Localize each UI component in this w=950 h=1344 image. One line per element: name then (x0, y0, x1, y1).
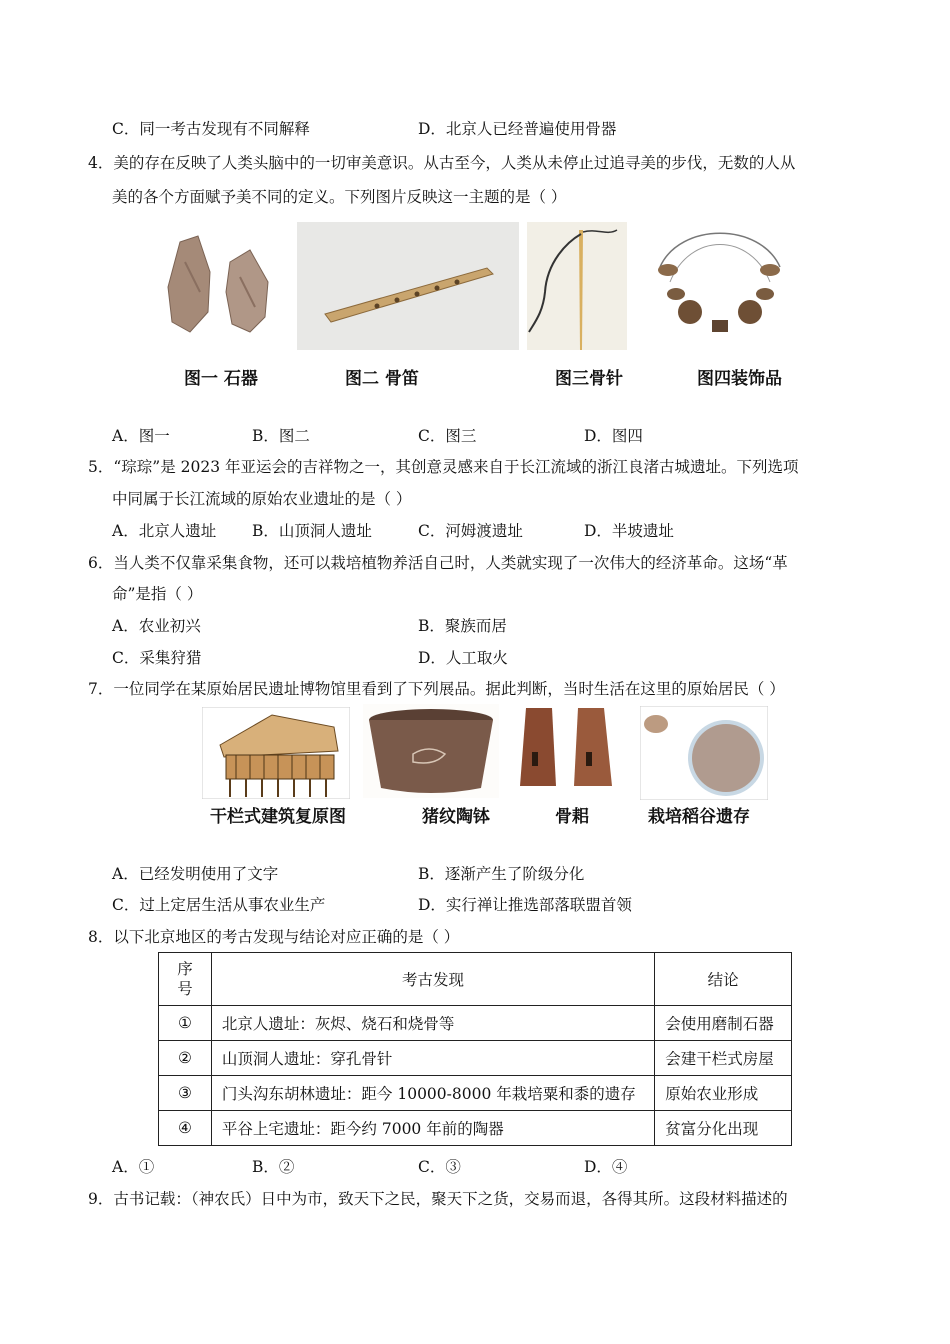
q4-option-c: C．图三 (418, 427, 477, 445)
q5-stem-line1: 5．“琮琮”是 2023 年亚运会的吉祥物之一，其创意灵感来自于长江流域的浙江良渚古城遗址。下列选项 (88, 458, 799, 476)
q6-stem-line2: 命”是指（ ） (112, 585, 203, 603)
q8-option-b: B．② (252, 1158, 295, 1176)
fig1-caption: 图一 石器 (184, 369, 258, 389)
table-header-discovery: 考古发现 (211, 953, 654, 1006)
fig3-caption: 图三骨针 (555, 369, 623, 389)
q9-stem-line1: 9．古书记载：（神农氏）日中为市，致天下之民，聚天下之货，交易而退，各得其所。这段材料描述的 (88, 1190, 788, 1208)
q6-stem-line1: 6．当人类不仅靠采集食物，还可以栽培植物养活自己时，人类就实现了一次伟大的经济革命。这场“革 (88, 554, 788, 572)
pig-pattern-pottery-image (363, 704, 499, 798)
q8-option-d: D．④ (584, 1158, 628, 1176)
q4-stem-line2: 美的各个方面赋予美不同的定义。下列图片反映这一主题的是（ ） (112, 188, 567, 206)
q6-option-c: C．采集狩猎 (112, 649, 202, 667)
q5-option-a: A．北京人遗址 (112, 522, 217, 540)
table-header-conclusion: 结论 (655, 953, 792, 1006)
fig4-caption: 图四装饰品 (697, 369, 782, 389)
q6-option-b: B．聚族而居 (418, 617, 507, 635)
q6-option-d: D．人工取火 (418, 649, 508, 667)
table-row: ② 山顶洞人遗址：穿孔骨针 会建干栏式房屋 (159, 1041, 792, 1076)
pottery-caption: 猪纹陶钵 (422, 807, 490, 827)
bone-spade-image (512, 702, 626, 796)
bone-flute-image (297, 222, 519, 350)
rice-caption: 栽培稻谷遗存 (648, 807, 750, 827)
q4-stem-line1: 4．美的存在反映了人类头脑中的一切审美意识。从古至今，人类从未停止过追寻美的步伐，无数的人从 (88, 154, 796, 172)
q3-option-c: C．同一考古发现有不同解释 (112, 120, 310, 138)
rice-remains-image (640, 706, 768, 800)
bone-spade-caption: 骨耜 (555, 807, 589, 827)
ornament-necklace-image (640, 212, 800, 342)
stilt-house-image (202, 707, 350, 799)
stone-tools-image (160, 232, 280, 342)
q5-option-b: B．山顶洞人遗址 (252, 522, 372, 540)
table-header-index: 序号 (159, 953, 212, 1006)
stilt-house-caption: 干栏式建筑复原图 (210, 807, 346, 827)
q7-option-a: A．已经发明使用了文字 (112, 865, 279, 883)
q7-stem-line1: 7．一位同学在某原始居民遗址博物馆里看到了下列展品。据此判断，当时生活在这里的原始居民（ ） (88, 680, 785, 698)
bone-needle-image (527, 222, 627, 350)
q8-option-c: C．③ (418, 1158, 461, 1176)
q3-option-d: D．北京人已经普遍使用骨器 (418, 120, 617, 138)
q7-option-d: D．实行禅让推选部落联盟首领 (418, 896, 632, 914)
archaeology-table (158, 952, 792, 1146)
q4-option-b: B．图二 (252, 427, 310, 445)
q5-option-d: D．半坡遗址 (584, 522, 674, 540)
q4-option-d: D．图四 (584, 427, 643, 445)
table-header-row (159, 953, 792, 1006)
table-row: ③ 门头沟东胡林遗址：距今 10000-8000 年栽培粟和黍的遗存 原始农业形成 (159, 1076, 792, 1111)
q8-option-a: A．① (112, 1158, 155, 1176)
q5-stem-line2: 中同属于长江流域的原始农业遗址的是（ ） (112, 490, 412, 508)
fig2-caption: 图二 骨笛 (345, 369, 419, 389)
q7-option-b: B．逐渐产生了阶级分化 (418, 865, 585, 883)
q4-option-a: A．图一 (112, 427, 170, 445)
q7-option-c: C．过上定居生活从事农业生产 (112, 896, 326, 914)
q5-option-c: C．河姆渡遗址 (418, 522, 523, 540)
q8-stem-line1: 8．以下北京地区的考古发现与结论对应正确的是（ ） (88, 928, 460, 946)
table-row: ① 北京人遗址：灰烬、烧石和烧骨等 会使用磨制石器 (159, 1006, 792, 1041)
table-row: ④ 平谷上宅遗址：距今约 7000 年前的陶器 贫富分化出现 (159, 1111, 792, 1146)
q6-option-a: A．农业初兴 (112, 617, 201, 635)
